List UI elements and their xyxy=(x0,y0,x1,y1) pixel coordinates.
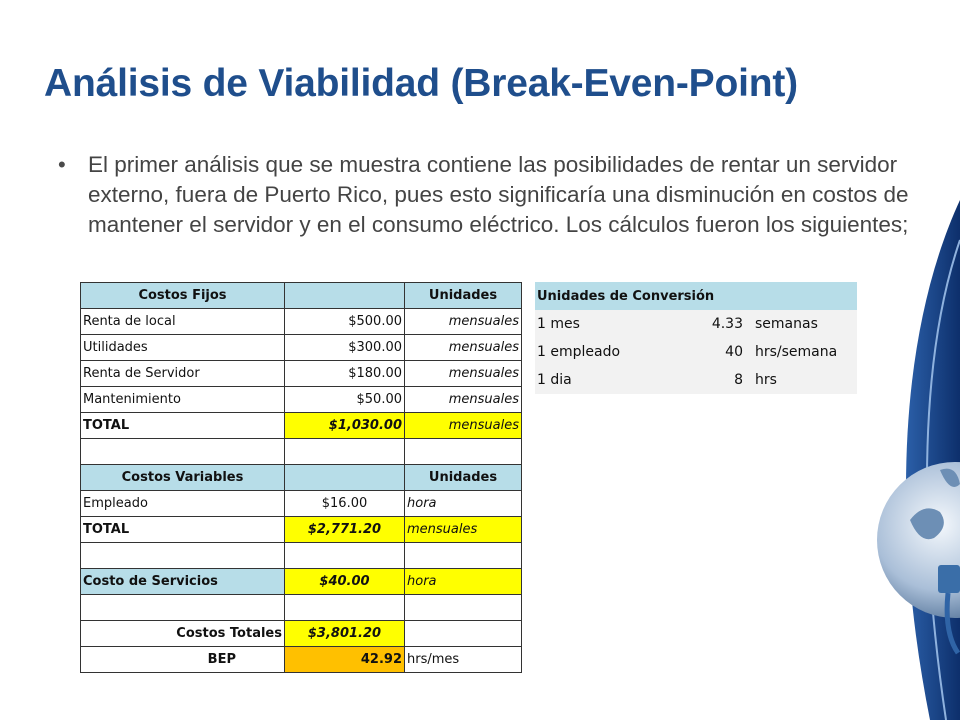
variable-total-value: $2,771.20 xyxy=(285,517,405,543)
bep-row xyxy=(81,647,522,673)
cell-unit: mensuales xyxy=(405,387,522,413)
table-row xyxy=(81,387,522,413)
cell-label: BEP xyxy=(81,647,285,673)
header-cell: Unidades xyxy=(405,283,522,309)
cell-value: 8 xyxy=(665,366,745,394)
cell-unit: mensuales xyxy=(405,413,522,439)
variable-total-row xyxy=(81,517,522,543)
conversion-table xyxy=(535,282,857,394)
empty-cell xyxy=(81,439,285,465)
fixed-total-row xyxy=(81,413,522,439)
header-cell xyxy=(285,465,405,491)
cell-unit xyxy=(405,621,522,647)
cell-label: TOTAL xyxy=(81,413,285,439)
cell-value: $500.00 xyxy=(285,309,405,335)
table-row xyxy=(81,361,522,387)
totals-value: $3,801.20 xyxy=(285,621,405,647)
empty-cell xyxy=(285,439,405,465)
table-row xyxy=(81,491,522,517)
empty-cell xyxy=(285,543,405,569)
cell-label: 1 mes xyxy=(535,310,665,338)
cell-unit: hora xyxy=(405,569,522,595)
empty-cell xyxy=(81,543,285,569)
services-value: $40.00 xyxy=(285,569,405,595)
header-cell xyxy=(285,283,405,309)
bullet-item xyxy=(58,150,918,240)
cell-label: Renta de local xyxy=(81,309,285,335)
table-row xyxy=(535,310,857,338)
cell-value: $16.00 xyxy=(285,491,405,517)
cell-label: Costos Totales xyxy=(81,621,285,647)
totals-row xyxy=(81,621,522,647)
cell-unit: mensuales xyxy=(405,361,522,387)
cell-unit: mensuales xyxy=(405,335,522,361)
cell-value: $300.00 xyxy=(285,335,405,361)
bep-value: 42.92 xyxy=(285,647,405,673)
empty-cell xyxy=(405,543,522,569)
globe-network-icon xyxy=(830,0,960,720)
header-cell: Costos Fijos xyxy=(81,283,285,309)
bullet-dot: • xyxy=(58,152,66,177)
table-row xyxy=(535,338,857,366)
cell-label: Mantenimiento xyxy=(81,387,285,413)
cell-unit: hrs/mes xyxy=(405,647,522,673)
cost-table xyxy=(80,282,522,673)
table-row xyxy=(535,366,857,394)
variable-costs-header-row xyxy=(81,465,522,491)
cell-label: TOTAL xyxy=(81,517,285,543)
cell-unit: semanas xyxy=(745,310,857,338)
fixed-costs-header-row xyxy=(81,283,522,309)
empty-cell xyxy=(81,595,285,621)
table-row xyxy=(81,335,522,361)
conversion-header: Unidades de Conversión xyxy=(535,282,857,310)
cell-unit: hrs xyxy=(745,366,857,394)
empty-row xyxy=(81,439,522,465)
empty-cell xyxy=(405,439,522,465)
cell-value: $50.00 xyxy=(285,387,405,413)
table-row xyxy=(81,309,522,335)
header-cell: Unidades xyxy=(405,465,522,491)
bullet-text: El primer análisis que se muestra contiene las posibilidades de rentar un servidor externo, fuera de Puerto Rico, pues esto significaría una disminución en costos de mantener el servidor y en el consumo eléctrico. Los cálculos fueron los siguientes; xyxy=(88,152,909,237)
cell-unit: mensuales xyxy=(405,309,522,335)
cell-value: 40 xyxy=(665,338,745,366)
cell-label: Empleado xyxy=(81,491,285,517)
cell-label: Utilidades xyxy=(81,335,285,361)
cell-value: $180.00 xyxy=(285,361,405,387)
cell-unit: hrs/semana xyxy=(745,338,857,366)
fixed-total-value: $1,030.00 xyxy=(285,413,405,439)
conversion-header-row xyxy=(535,282,857,310)
cell-unit: hora xyxy=(405,491,522,517)
slide-title: Análisis de Viabilidad (Break-Even-Point) xyxy=(44,62,798,105)
empty-cell xyxy=(285,595,405,621)
cell-label: 1 dia xyxy=(535,366,665,394)
header-cell: Costos Variables xyxy=(81,465,285,491)
empty-row xyxy=(81,543,522,569)
empty-cell xyxy=(405,595,522,621)
services-row xyxy=(81,569,522,595)
cell-value: 4.33 xyxy=(665,310,745,338)
cell-label: 1 empleado xyxy=(535,338,665,366)
cell-label: Renta de Servidor xyxy=(81,361,285,387)
cell-unit: mensuales xyxy=(405,517,522,543)
empty-row xyxy=(81,595,522,621)
cell-label: Costo de Servicios xyxy=(81,569,285,595)
